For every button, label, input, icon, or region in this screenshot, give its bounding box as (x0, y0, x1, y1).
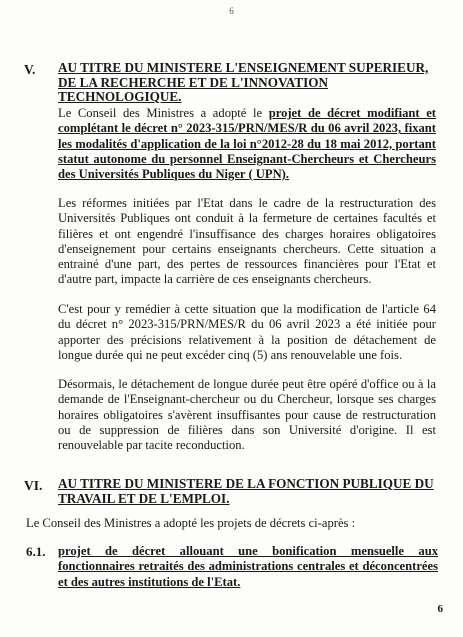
section-v-intro-prefix: Le Conseil des Ministres a adopté le (58, 106, 269, 120)
section-v-paragraph-3: Désormais, le détachement de longue durée peut être opéré d'office ou à la demande de l'Enseignant-chercheur ou du Chercheur, lorsque ses charges horaires obligatoires s'avèrent insuffisantes pour cause de restructuration ou de suppression de filières dans son Université d'origine. Il est renouvelable par tacite reconduction. (58, 377, 436, 453)
section-vi-intro: Le Conseil des Ministres a adopté les projets de décrets ci-après : (26, 516, 356, 530)
section-v-decree-title: projet de décret modifiant et complétant le décret n° 2023-315/PRN/MES/R du 06 avril 2023, fixant les modalités d'application de la loi n°2012-28 du 18 mai 2012, portant statut autonome du personnel Enseignant-Chercheurs et Chercheurs des Universités Publiques du Niger ( UPN). (58, 106, 436, 182)
item-6-1-text: projet de décret allouant une bonification mensuelle aux fonctionnaires retraités des administrations centrales et déconcentrées et des autres institutions de l'Etat. (58, 544, 438, 589)
page-number-bottom: 6 (437, 603, 443, 615)
section-v-title: AU TITRE DU MINISTERE L'ENSEIGNEMENT SUPERIEUR, DE LA RECHERCHE ET DE L'INNOVATION TECHNOLOGIQUE. (58, 60, 429, 104)
section-v-number: V. (24, 62, 36, 77)
section-vi-number: VI. (24, 478, 43, 493)
section-v-paragraph-1: Les réformes initiées par l'Etat dans le cadre de la restructuration des Universités Publiques ont conduit à la fermeture de certaines facultés et filières et ont engendré l'insuffisance des charges horaires obligatoires d'enseignement pour certains enseignants chercheurs. Cette situation a entrainé d'une part, des pertes de ressources financières pour l'Etat et d'autre part, impacte la carrière de ces enseignants chercheurs. (58, 196, 436, 287)
section-vi-title: AU TITRE DU MINISTERE DE LA FONCTION PUBLIQUE DU TRAVAIL ET DE L'EMPLOI. (58, 476, 434, 506)
page-number-top: 6 (229, 6, 234, 16)
item-6-1-number: 6.1. (26, 544, 46, 559)
section-v-intro (58, 106, 436, 182)
section-v-paragraph-2: C'est pour y remédier à cette situation que la modification de l'article 64 du décret n° 2023-315/PRN/MES/R du 06 avril 2023 a été initiée pour apporter des précisions relativement à la position de détachement de longue durée qui ne peut excéder cinq (5) ans renouvelable une fois. (58, 302, 436, 362)
